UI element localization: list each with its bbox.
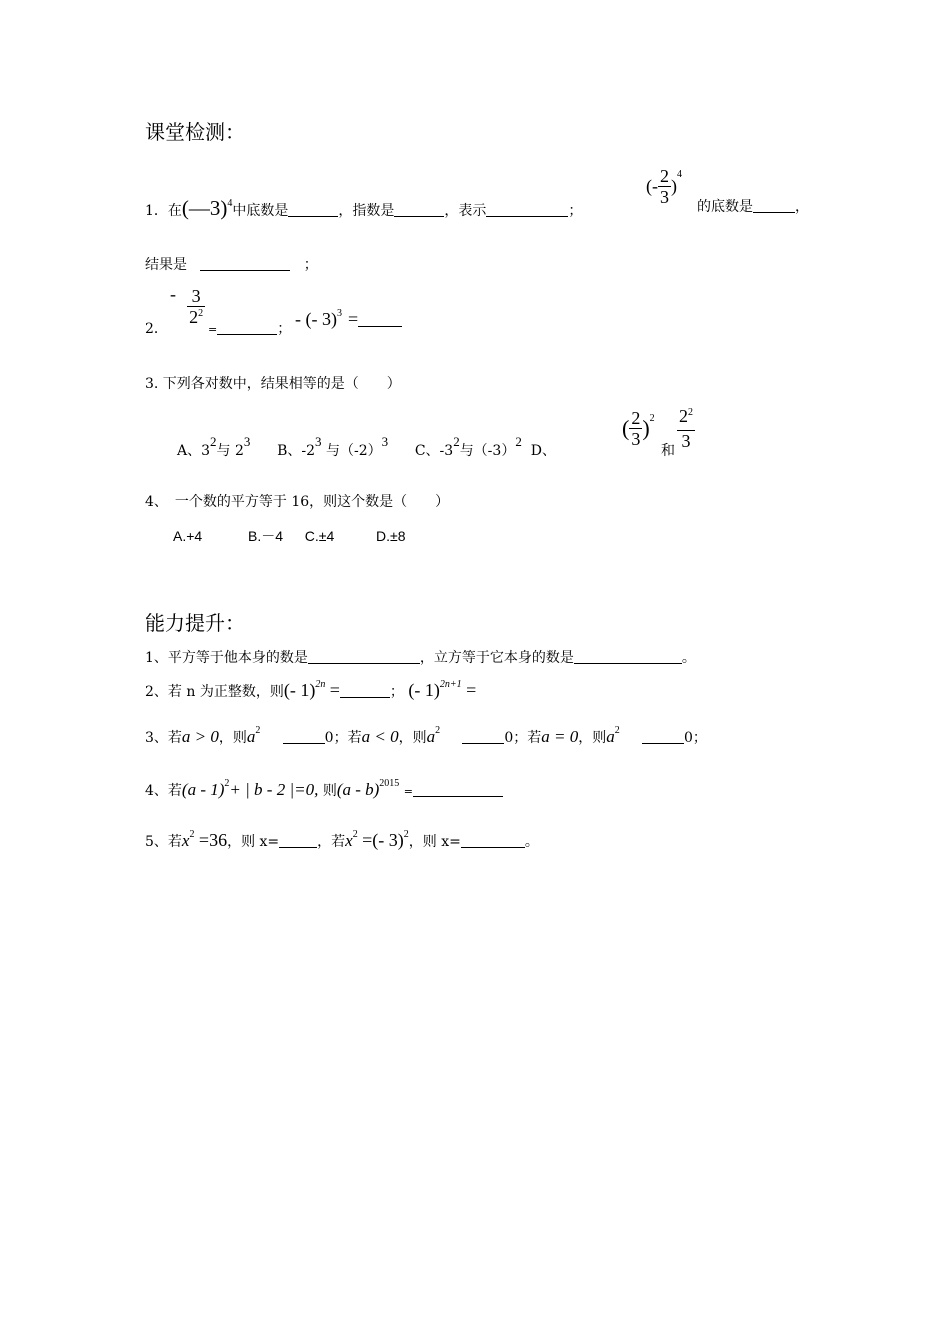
p3-exp-2: 2 <box>435 725 441 736</box>
q2-answer-1 <box>208 318 291 338</box>
q2-blank-1[interactable] <box>217 320 277 335</box>
q1-exponent: 4 <box>227 198 233 209</box>
q1-blank-base[interactable] <box>288 202 338 217</box>
q4-stem: 4、 一个数的平方等于 16，则这个数是（ ） <box>145 494 450 510</box>
p5-expr-2-exp: 2 <box>403 829 409 840</box>
q1-frac-prefix: (- <box>646 176 658 196</box>
q1-fraction <box>658 166 671 207</box>
p3-var-2: a <box>426 727 436 746</box>
q3-d-fraction <box>629 408 642 449</box>
q4-option-c[interactable]: C.±4 <box>304 528 335 544</box>
p4-eq: = <box>403 785 413 798</box>
p5-expr-2: =(- 3) <box>362 830 404 850</box>
q2-blank-2[interactable] <box>358 312 402 327</box>
p5-value-36: =36 <box>198 830 228 850</box>
p4-blank[interactable] <box>413 782 503 797</box>
q3-d-and: 和 <box>661 443 675 459</box>
q2-number: 2． <box>145 321 168 337</box>
section-title-classroom-test: 课堂检测： <box>145 120 245 144</box>
p2-expr-2-exp: 2n+1 <box>439 679 462 690</box>
p4-then: 则 <box>322 783 337 799</box>
question-1 <box>145 196 582 221</box>
p2-expr-1-exp: 2n <box>315 679 326 690</box>
p1-blank-cube[interactable] <box>574 649 682 664</box>
q1-blank-exponent[interactable] <box>394 202 444 217</box>
p3-cond-negative: a < 0 <box>361 727 399 746</box>
p3-then-1: ，则 <box>218 730 247 746</box>
p4-expr-1: (a - 1) <box>181 780 225 799</box>
q3-option-d-label[interactable]: D、 <box>530 443 556 459</box>
q1-frac-suffix: ) <box>671 176 677 196</box>
p3-var-3: a <box>606 727 615 746</box>
q3-a-mid: 与 2 <box>216 443 244 459</box>
p5-var-2: x <box>345 831 353 850</box>
q2-frac-num: 3 <box>187 286 205 307</box>
p3-var-1: a <box>246 727 256 746</box>
q3-d2-num-base: 2 <box>679 406 688 426</box>
q1-fraction-power <box>646 166 682 207</box>
p2-eq2: = <box>466 680 477 700</box>
p2-blank-1[interactable] <box>340 683 390 698</box>
problem-4 <box>145 780 503 800</box>
p4-text-if: 4、若 <box>145 783 182 799</box>
q1-tail <box>697 196 809 216</box>
q3-d-exp: 2 <box>649 413 655 424</box>
q3-d2-num <box>677 406 695 431</box>
p2-expr-1: (- 1) <box>283 680 316 700</box>
q1-expression: (—3) <box>181 196 228 220</box>
q1-text-represents: ，表示 <box>444 203 487 219</box>
problem-2 <box>145 680 476 701</box>
p3-zero-3: 0； <box>684 730 707 746</box>
p5-text-if-1: 5、若 <box>145 834 182 850</box>
q3-option-a[interactable] <box>177 434 251 459</box>
p1-text-a: 1、平方等于他本身的数是 <box>145 650 308 666</box>
p5-text-if-2: ，若 <box>317 834 346 850</box>
q3-c-text: C、-3 <box>414 443 454 459</box>
p3-zero-1: 0；若 <box>324 730 362 746</box>
p3-then-2: ，则 <box>398 730 427 746</box>
q3-b-exp: 3 <box>315 434 322 449</box>
q2-expr-text: - (- 3) <box>295 309 337 329</box>
q1-text-base2: 的底数是 <box>697 199 753 215</box>
q3-c-exp: 2 <box>453 434 460 449</box>
p2-expr-2: (- 1) <box>408 680 440 700</box>
q1-blank-base2[interactable] <box>753 198 795 213</box>
q2-expr-exp: 3 <box>336 308 342 319</box>
p5-period: 。 <box>524 834 539 850</box>
q3-c-exp2: 2 <box>515 434 522 449</box>
p3-text-if: 3、若 <box>145 730 182 746</box>
q2-den-exp: 2 <box>198 308 204 319</box>
p5-then-x-1: ，则 x= <box>227 834 280 850</box>
q2-frac-den <box>187 307 205 331</box>
p5-blank-2[interactable] <box>461 833 525 848</box>
q2-eq1: = <box>208 323 218 336</box>
p3-exp-3: 2 <box>614 725 620 736</box>
p3-then-3: ，则 <box>578 730 607 746</box>
p3-cond-positive: a > 0 <box>181 727 219 746</box>
problem-5 <box>145 830 539 851</box>
q1-text-base: 中底数是 <box>232 203 289 219</box>
q3-b-mid: 与（-2） <box>325 443 382 459</box>
q2-semicolon: ； <box>277 321 292 337</box>
q3-d-lparen: ( <box>622 415 630 441</box>
q1-frac-num: 2 <box>660 166 669 186</box>
p3-cond-zero: a = 0 <box>541 727 579 746</box>
p3-zero-2: 0；若 <box>504 730 542 746</box>
q4-option-d[interactable]: D.±8 <box>376 528 406 544</box>
q1-result-label: 结果是 <box>145 257 187 273</box>
q1-frac-exponent: 4 <box>677 169 682 180</box>
q3-a-text: A、3 <box>177 443 211 459</box>
q1-comma: ， <box>795 199 809 215</box>
p1-period: 。 <box>681 650 696 666</box>
problem-3 <box>145 727 707 747</box>
p5-then-x-2: ，则 x= <box>408 834 461 850</box>
p5-exp-1: 2 <box>189 829 195 840</box>
q1-result-line <box>145 254 318 274</box>
p2-eq1: = <box>329 680 340 700</box>
p2-text: 2、若 n 为正整数，则 <box>145 684 284 700</box>
section-title-ability: 能力提升： <box>145 611 245 635</box>
q1-text-exponent: ，指数是 <box>338 203 395 219</box>
q4-options <box>173 526 406 546</box>
q3-b-text: B、-2 <box>277 443 316 459</box>
q2-expr-2 <box>295 309 402 330</box>
q1-frac-den: 3 <box>660 187 669 207</box>
p4-expr-3: (a - b) <box>336 780 380 799</box>
q3-option-b[interactable] <box>277 434 389 459</box>
p1-blank-square[interactable] <box>308 649 420 664</box>
q4-option-b[interactable]: B.－4 <box>247 528 283 544</box>
q3-d2-fraction <box>677 406 695 451</box>
p5-blank-1[interactable] <box>279 833 317 848</box>
p3-blank-3[interactable] <box>642 729 684 744</box>
q1-result-semicolon: ； <box>303 257 318 273</box>
q1-semicolon: ； <box>568 203 583 219</box>
q2-neg-sign: - <box>170 284 176 304</box>
q1-number: 1．在 <box>145 203 182 219</box>
q3-option-d-expr2 <box>677 406 695 451</box>
p1-text-b: ，立方等于它本身的数是 <box>419 650 574 666</box>
p4-expr-3-exp: 2015 <box>379 778 400 789</box>
q2-fraction-expr <box>170 286 205 331</box>
q1-blank-represents[interactable] <box>486 202 568 217</box>
p4-expr-2: + | b - 2 |=0, <box>229 780 319 799</box>
problem-1 <box>145 647 696 667</box>
p3-blank-1[interactable] <box>283 729 325 744</box>
p3-exp-1: 2 <box>255 725 261 736</box>
p5-exp-2: 2 <box>352 829 358 840</box>
q3-d-num: 2 <box>631 408 641 428</box>
q3-option-c[interactable] <box>414 434 522 459</box>
q2-den-base: 2 <box>189 307 199 327</box>
q3-d2-num-exp: 2 <box>688 407 693 418</box>
q3-option-d-expr1 <box>622 408 655 449</box>
q3-stem: 3. 下列各对数中，结果相等的是（ ） <box>145 376 401 392</box>
p3-blank-2[interactable] <box>462 729 504 744</box>
q3-a-exp: 2 <box>210 434 217 449</box>
q3-options <box>177 434 556 460</box>
q3-c-mid: 与（-3） <box>459 443 516 459</box>
q3-d2-den: 3 <box>681 431 691 451</box>
p4-expr-1-exp: 2 <box>224 778 230 789</box>
q3-d-rparen: ) <box>642 415 650 441</box>
q3-b-exp2: 3 <box>381 434 389 449</box>
q1-blank-result[interactable] <box>200 256 290 271</box>
q3-d-den: 3 <box>631 429 641 449</box>
q2-fraction <box>187 286 205 331</box>
q2-eq2: = <box>347 309 359 329</box>
q4-option-a[interactable]: A.+4 <box>173 528 203 544</box>
p5-var-1: x <box>181 831 190 850</box>
q3-a-exp2: 3 <box>243 434 251 449</box>
p2-semicolon: ； <box>389 684 404 700</box>
